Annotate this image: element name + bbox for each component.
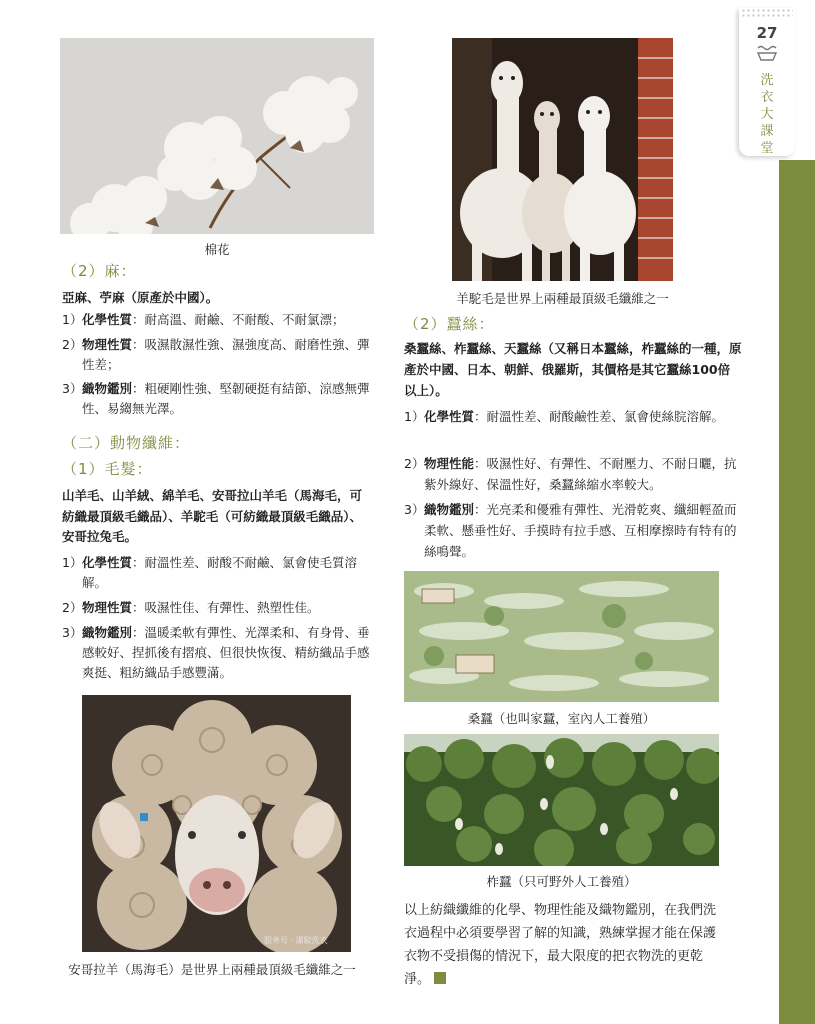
chapter-title <box>739 72 795 157</box>
item-number: 2） <box>404 456 425 471</box>
item-number: 3） <box>62 625 83 640</box>
chapter-title-char: 堂 <box>760 141 774 156</box>
item-text: ：溫暖柔軟有彈性、光澤柔和、有身骨、垂感較好、捏抓後有摺痕、但很快恢復、精紡織品手感爽挺、粗紡織品手感豐滿。 <box>82 625 370 680</box>
hemp-item-chemical <box>62 310 372 330</box>
item-number: 1） <box>62 312 83 327</box>
silk-heading: （2）蠶絲： <box>404 315 495 333</box>
cotton-caption: 棉花 <box>204 242 230 257</box>
item-number: 2） <box>62 337 83 352</box>
alpaca-photo <box>452 38 673 281</box>
item-number: 1） <box>62 555 83 570</box>
item-text: ：吸濕散濕性強、濕強度高、耐磨性強、彈性差； <box>82 337 370 372</box>
item-number: 3） <box>62 381 83 396</box>
end-mark-icon <box>434 972 446 984</box>
mulberry-silkworm-caption: 桑蠶（也叫家蠶，室內人工養殖） <box>467 711 656 726</box>
angora-goat-photo <box>82 695 351 952</box>
item-text: ：耐溫性差、耐酸鹼性差、氯會使絲脘溶解。 <box>474 409 725 424</box>
mulberry-silkworm-photo <box>404 571 719 702</box>
hemp-item-identification <box>62 379 372 419</box>
item-label: 物理性質 <box>82 600 133 615</box>
item-number: 3） <box>404 502 425 517</box>
item-label: 化學性質 <box>424 409 475 424</box>
item-number: 2） <box>62 600 83 615</box>
item-label: 物理性能 <box>424 456 475 471</box>
tussah-silkworm-caption: 柞蠶（只可野外人工養殖） <box>486 874 637 889</box>
item-label: 物理性質 <box>82 337 133 352</box>
alpaca-caption: 羊駝毛是世界上兩種最頂級毛纖維之一 <box>456 291 669 306</box>
animal-fiber-heading: （二）動物纖維： <box>62 434 191 452</box>
chapter-title-char: 課 <box>760 124 774 139</box>
item-label: 織物鑑別 <box>82 381 133 396</box>
item-text: ：吸濕性佳、有彈性、熱塑性佳。 <box>132 600 320 615</box>
hemp-heading: （2）麻： <box>62 262 137 280</box>
item-label: 織物鑑別 <box>424 502 475 517</box>
silk-item-chemical <box>404 406 740 427</box>
item-number: 1） <box>404 409 425 424</box>
conclusion-text: 以上紡織纖維的化學、物理性能及織物鑑別，在我們洗衣過程中必須要學習了解的知識，熟練掌握才能在保護衣物不受損傷的情況下，最大限度的把衣物洗的更乾淨。 <box>404 903 717 987</box>
chapter-title-char: 衣 <box>760 90 774 105</box>
hair-heading: （1）毛髮： <box>62 460 153 478</box>
item-label: 織物鑑別 <box>82 625 133 640</box>
item-label: 化學性質 <box>82 555 133 570</box>
item-text: ：耐溫性差、耐酸不耐鹼、氯會使毛質溶解。 <box>82 555 358 590</box>
hemp-item-physical <box>62 335 372 375</box>
hair-item-physical <box>62 598 372 618</box>
hair-item-identification <box>62 623 372 683</box>
cotton-photo <box>60 38 374 234</box>
silk-item-identification <box>404 499 740 562</box>
item-text: ：耐高溫、耐鹼、不耐酸、不耐氯漂； <box>132 312 345 327</box>
wash-basin-icon <box>756 44 778 66</box>
tussah-silkworm-photo <box>404 734 719 866</box>
item-label: 化學性質 <box>82 312 133 327</box>
page-number: 27 <box>756 24 778 42</box>
item-text: ：光亮柔和優雅有彈性、光滑乾爽、纖細輕盈而柔軟、懸垂性好、手摸時有拉手感、互相摩擦時有特有的絲鳴聲。 <box>424 502 737 559</box>
silk-intro: 桑蠶絲、柞蠶絲、天蠶絲（又稱日本蠶絲，柞蠶絲的一種，原產於中國、日本、朝鮮、俄羅斯，其價格是其它蠶絲100倍以上）。 <box>404 341 742 398</box>
chapter-title-char: 洗 <box>760 73 774 88</box>
silk-item-physical <box>404 453 740 495</box>
item-text: ：粗硬剛性強、堅韌硬挺有結節、涼感無彈性、易縐無光澤。 <box>82 381 370 416</box>
hair-intro: 山羊毛、山羊絨、綿羊毛、安哥拉山羊毛（馬海毛，可紡織最頂級毛織品）、羊駝毛（可紡織最頂級毛織品）、安哥拉兔毛。 <box>62 488 363 544</box>
hair-item-chemical <box>62 553 372 593</box>
watermark: 服务号 · 潔駁洗衣 <box>264 936 328 945</box>
item-text: ：吸濕性好、有彈性、不耐壓力、不耐日曬，抗紫外線好、保溫性好，桑蠶絲縮水率較大。 <box>424 456 737 492</box>
hemp-intro: 亞麻、苧麻（原產於中國）。 <box>62 290 219 305</box>
conclusion-paragraph <box>404 899 726 991</box>
chapter-title-char: 大 <box>760 107 774 122</box>
tab-dot-pattern <box>741 8 793 18</box>
side-accent-bar <box>779 160 815 1024</box>
angora-goat-caption: 安哥拉羊（馬海毛）是世界上兩種最頂級毛纖維之一 <box>68 962 356 977</box>
